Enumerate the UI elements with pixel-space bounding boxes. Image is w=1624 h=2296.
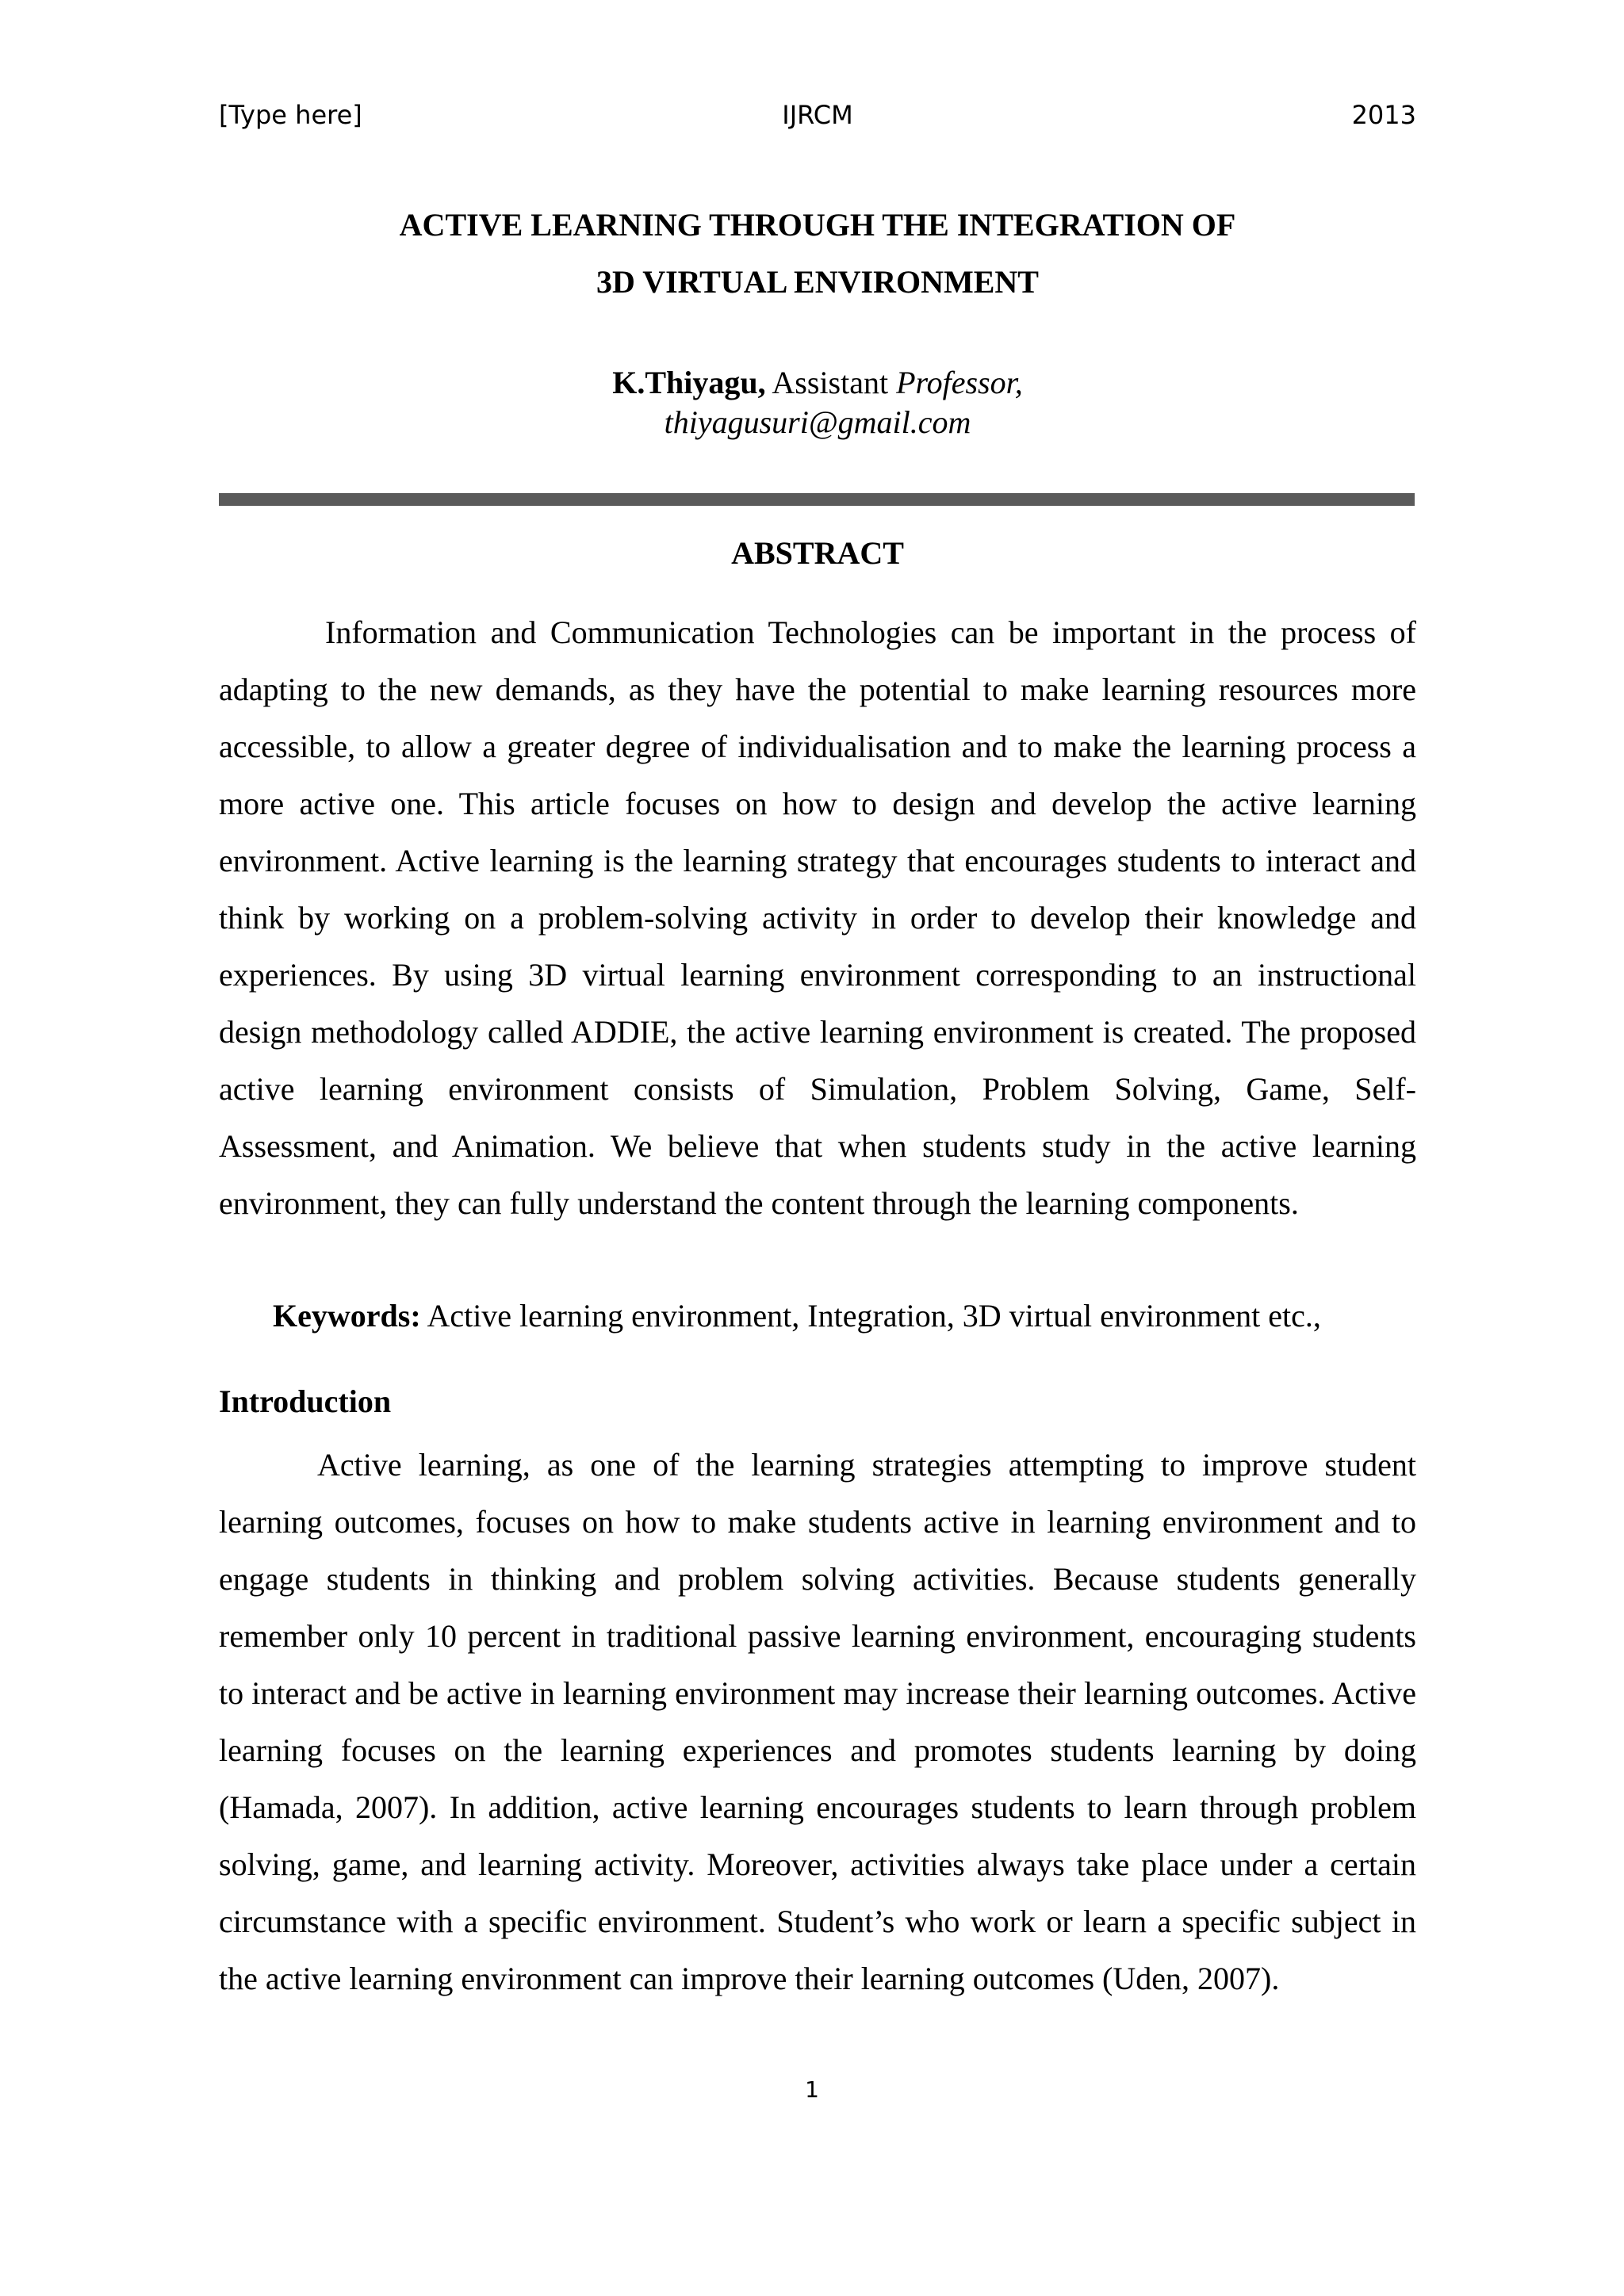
keywords-label: Keywords: [273, 1298, 421, 1334]
author-email: thiyagusuri@gmail.com [664, 404, 971, 440]
header-journal-name: IJRCM [782, 100, 853, 130]
section-divider [219, 493, 1415, 506]
paper-title [219, 197, 1416, 311]
running-header [219, 95, 1416, 135]
author-block [219, 363, 1416, 442]
author-title-italic: Professor, [896, 365, 1023, 400]
page-number: 1 [805, 2076, 819, 2103]
author-title: Assistant [772, 365, 889, 400]
header-year: 2013 [1351, 100, 1416, 130]
header-left-text: [Type here] [219, 100, 362, 130]
introduction-paragraph: Active learning, as one of the learning strategies attempting to improve student learning outcomes, focuses on how to make students active in learning environment and to engage students in thinking and problem solving activities. Because students generally remember only 10 percent in traditional passive learning environment, encouraging students to interact and be active in learning environment may increase their learning outcomes. Active learning focuses on the learning experiences and promotes students learning by doing (Hamada, 2007). In addition, active learning encourages students to learn through problem solving, game, and learning activity. Moreover, activities always take place under a certain circumstance with a specific environment. Student’s who work or learn a specific subject in the active learning environment can improve their learning outcomes (Uden, 2007). [219, 1447, 1416, 1996]
paper-title-line-1: ACTIVE LEARNING THROUGH THE INTEGRATION OF [399, 207, 1236, 243]
keywords-text: Active learning environment, Integration, 3D virtual environment etc., [427, 1298, 1321, 1334]
abstract-heading: ABSTRACT [731, 535, 904, 571]
author-name: K.Thiyagu, [612, 365, 766, 400]
introduction-heading: Introduction [219, 1383, 392, 1419]
abstract-paragraph: Information and Communication Technologies can be important in the process of adapting to the new demands, as they have the potential to make learning resources more accessible, to allow a greater degree of individualisation and to make the learning process a more active one. This article focuses on how to design and develop the active learning environment. Active learning is the learning strategy that encourages students to interact and think by working on a problem-solving activity in order to develop their knowledge and experiences. By using 3D virtual learning environment corresponding to an instructional design methodology called ADDIE, the active learning environment is created. The proposed active learning environment consists of Simulation, Problem Solving, Game, Self-Assessment, and Animation. We believe that when students study in the active learning environment, they can fully understand the content through the learning components. [219, 614, 1416, 1221]
paper-title-line-2: 3D VIRTUAL ENVIRONMENT [596, 264, 1039, 300]
keywords-line [219, 1288, 1416, 1345]
